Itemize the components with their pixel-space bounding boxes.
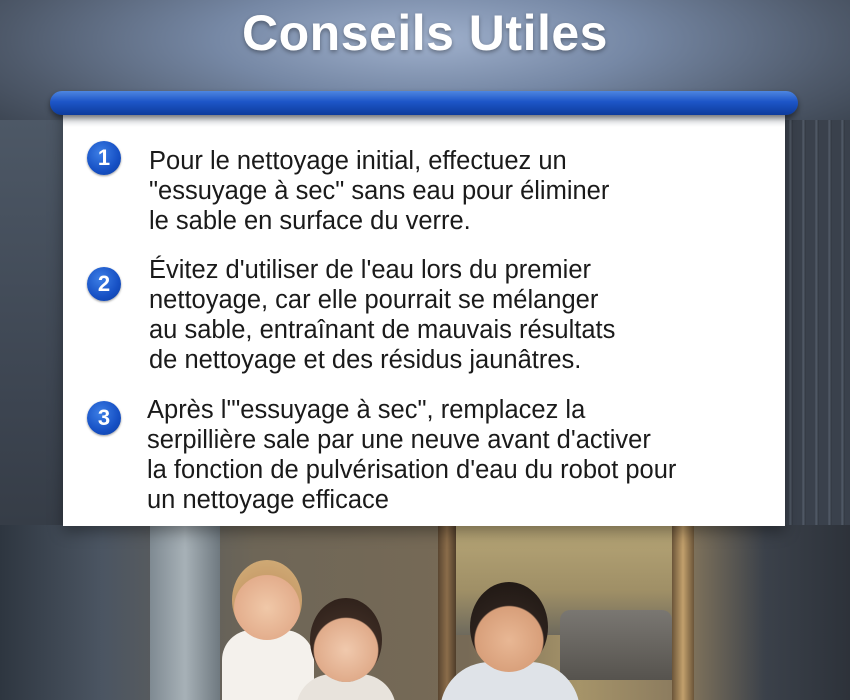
- window-frame-left: [150, 525, 220, 700]
- tip-line: Évitez d'utiliser de l'eau lors du premier: [149, 256, 592, 284]
- number-badge-icon: 1: [87, 141, 121, 175]
- child-head: [232, 560, 302, 640]
- window-frame-right: [672, 525, 694, 700]
- tip-line: de nettoyage et des résidus jaunâtres.: [149, 346, 582, 374]
- tip-line: le sable en surface du verre.: [149, 207, 471, 235]
- tip-line: nettoyage, car elle pourrait se mélanger: [149, 286, 599, 314]
- tip-text: [147, 395, 777, 515]
- tip-line: la fonction de pulvérisation d'eau du robot pour: [147, 456, 677, 484]
- window-frame-post: [438, 525, 456, 700]
- mother-head: [310, 598, 382, 682]
- tips-card: [63, 105, 785, 526]
- tip-text: [149, 255, 779, 375]
- tip-line: au sable, entraînant de mauvais résultats: [149, 316, 616, 344]
- tip-text: [149, 146, 779, 236]
- number-badge-icon: 2: [87, 267, 121, 301]
- father-head: [470, 582, 548, 672]
- tip-line: serpillière sale par une neuve avant d'activer: [147, 426, 651, 454]
- family-photo: [0, 525, 850, 700]
- tip-line: Pour le nettoyage initial, effectuez un: [149, 147, 567, 175]
- tip-line: un nettoyage efficace: [147, 486, 389, 514]
- tip-line: Après l'"essuyage à sec", remplacez la: [147, 396, 586, 424]
- couch: [560, 610, 672, 680]
- tip-line: "essuyage à sec" sans eau pour éliminer: [149, 177, 610, 205]
- scroll-rod: [50, 91, 798, 115]
- number-badge-icon: 3: [87, 401, 121, 435]
- page-title: Conseils Utiles: [242, 5, 608, 61]
- child-body: [222, 630, 314, 700]
